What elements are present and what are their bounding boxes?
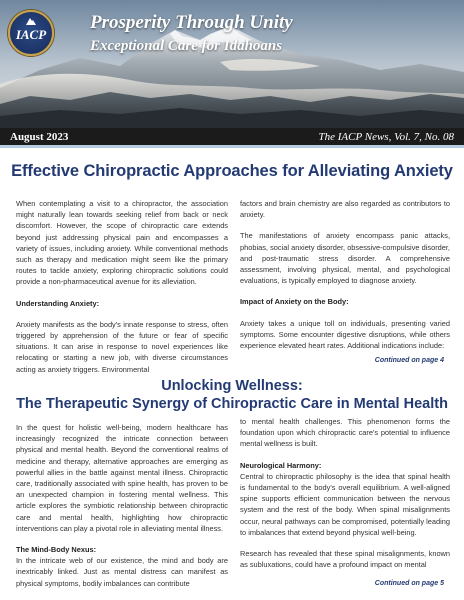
article1-paragraph: Anxiety manifests as the body's innate response to stress, often triggered by apprehension of the future or fear of specific situations. It can arise in response to novel experiences like relocating or starting a new job, with diverse circumstances acting as anxiety triggers. Environmental [16, 319, 228, 374]
article1-column-right [240, 198, 450, 361]
article2-paragraph: Central to chiropractic philosophy is the idea that spinal health is fundamental to the body's overall equilibrium. A well-aligned spine supports efficient communication between the nervous system and the rest of the body. When spinal misalignments occur, neural pathways can be compromised, potentially leading to imbalances that extend beyond physical well-being. [240, 471, 450, 537]
article2-paragraph: In the intricate web of our existence, the mind and body are inextricably linked. Just as mental distress can manifest as physical symptoms, bodily imbalances can contribute [16, 556, 228, 588]
issue-date: August 2023 [10, 131, 69, 143]
masthead-tagline: Exceptional Care for Idahoans [90, 38, 283, 54]
article2-paragraph: In the quest for holistic well-being, modern healthcare has increasingly recognized the intricate connection between physical and mental health. Beyond the conventional realms of medicine and therapy, alternative approaches are emerging as powerful allies in the battle against mental illness. Chiropractic care, traditionally associated with spine health, has proven to be an unexpected champion in fostering mental wellness. This article explores the symbiotic relationship between chiropractic care and mental health, highlighting how chiropractic interventions can play a pivotal role in alleviating mental illness. [16, 423, 228, 533]
article1-continued-link[interactable]: Continued on page 4 [374, 357, 444, 364]
article1-headline: Effective Chiropractic Approaches for Alleviating Anxiety [11, 162, 453, 180]
issue-bar [0, 128, 464, 148]
article2-paragraph: to mental health challenges. This phenomenon forms the foundation upon which chiropractic care's potential to influence mental wellness is built. [240, 417, 450, 449]
article1-paragraph: When contemplating a visit to a chiropractor, the association might naturally lean towards seeking relief from back or neck discomfort. However, the scope of chiropractic care extends beyond just addressing physical pain and encompasses a variety of issues, including anxiety. While conventional methods such as therapy and medication might seem like the primary routes to tackle anxiety, exploring chiropractic solutions could provide a non-pharmaceutical avenue for its alleviation. [16, 199, 228, 287]
article2-continued-link[interactable]: Continued on page 5 [374, 580, 444, 587]
article2-column-right [240, 416, 450, 580]
logo-text: IACP [15, 27, 47, 42]
article2-column-left [16, 422, 228, 599]
article1-paragraph: Anxiety takes a unique toll on individuals, presenting varied symptoms. Some encounter digestive disruptions, while others experience elevated heart rates. Additional indications include: [240, 318, 450, 351]
article2-headline-line1: Unlocking Wellness: [161, 378, 303, 394]
article2-subheading: The Mind-Body Nexus: [16, 545, 97, 555]
article1-column-left [16, 198, 228, 385]
article1-paragraph: factors and brain chemistry are also regarded as contributors to anxiety. [240, 199, 450, 220]
masthead-title: Prosperity Through Unity [90, 12, 293, 33]
issue-number: The IACP News, Vol. 7, No. 08 [318, 131, 454, 143]
article2-subheading: Neurological Harmony: [240, 460, 322, 470]
article1-subheading: Impact of Anxiety on the Body: [240, 297, 349, 307]
article2-headline-line2: The Therapeutic Synergy of Chiropractic Care in Mental Health [16, 396, 448, 412]
masthead-banner [0, 0, 464, 128]
article1-paragraph: The manifestations of anxiety encompass panic attacks, phobias, social anxiety disorder, obsessive-compulsive disorder, and post-traumatic stress disorder. A comprehensive assessment, involving physical, mental, and psychological evaluations, is typically employed to diagnose anxiety. [240, 231, 450, 286]
article2-paragraph: Research has revealed that these spinal misalignments, known as subluxations, could have a profound impact on mental [240, 549, 450, 570]
article1-subheading: Understanding Anxiety: [16, 298, 100, 308]
iacp-logo [8, 10, 54, 56]
mountain-icon [26, 17, 36, 25]
